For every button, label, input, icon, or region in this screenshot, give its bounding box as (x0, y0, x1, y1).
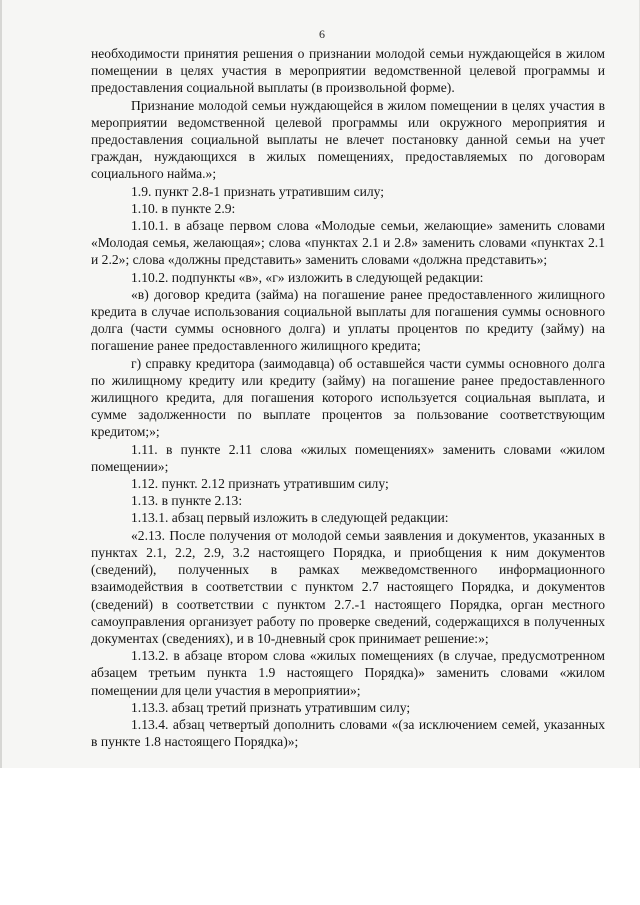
paragraph-item-1-13: 1.13. в пункте 2.13: (131, 493, 243, 509)
blank-area (0, 768, 640, 905)
paragraph-recognition-note: Признание молодой семьи нуждающейся в жилом помещении в целях участия в мероприятии ведомственной целевой программы или окружного мероприятия и предоставления социальной выплаты не влечет постановку данной семьи на учет граждан, нуждающихся в жилых помещениях, предоставляемых по договорам социального найма.»; (91, 97, 605, 182)
paragraph-item-1-10-2: 1.10.2. подпункты «в», «г» изложить в следующей редакции: (131, 269, 484, 285)
paragraph-item-1-10-1: 1.10.1. в абзаце первом слова «Молодые семьи, желающие» заменить словами «Молодая семья, желающая»; слова «пунктах 2.1 и 2.8» заменить словами «пунктах 2.1 и 2.2»; слова «должны представить» заменить словами «должна представить»; (91, 218, 605, 268)
paragraph-item-1-13-2: 1.13.2. в абзаце втором слова «жилых помещениях (в случае, предусмотренном абзацем третьим пункта 1.9 настоящего Порядка)» заменить словами «жилом помещении для цели участия в мероприятии»; (91, 648, 605, 698)
paragraph-subitem-v: «в) договор кредита (займа) на погашение ранее предоставленного жилищного кредита в случае использования социальной выплаты для погашения суммы основного долга (части суммы основного долга) и уплаты процентов по кредиту (займу) на погашение ранее предоставленного жилищного кредита; (91, 286, 605, 354)
paragraph-item-1-13-4: 1.13.4. абзац четвертый дополнить словами «(за исключением семей, указанных в пункте 1.8 настоящего Порядка)»; (91, 716, 605, 750)
paragraph-item-1-13-3: 1.13.3. абзац третий признать утратившим силу; (131, 699, 411, 715)
paragraph-item-1-12: 1.12. пункт. 2.12 признать утратившим силу; (131, 476, 389, 492)
paragraph-item-1-9: 1.9. пункт 2.8-1 признать утратившим силу; (131, 183, 385, 199)
paragraph-item-1-13-1: 1.13.1. абзац первый изложить в следующей редакции: (131, 510, 449, 526)
paragraph-item-1-10: 1.10. в пункте 2.9: (131, 200, 236, 216)
page-number: 6 (319, 27, 325, 41)
paragraph-continuation: необходимости принятия решения о признании молодой семьи нуждающейся в жилом помещении в целях участия в мероприятии ведомственной целевой программы и предоставления социальной выплаты (в произвольной форме). (91, 46, 605, 96)
document-body (91, 45, 605, 750)
paragraph-item-1-11: 1.11. в пункте 2.11 слова «жилых помещениях» заменить словами «жилом помещении»; (91, 441, 605, 474)
paragraph-item-2-13-text: «2.13. После получения от молодой семьи заявления и документов, указанных в пунктах 2.1, 2.2, 2.9, 3.2 настоящего Порядка, и приобщения к ним документов (сведений), полученных в рамках межведомственного информационного взаимодействия в соответствии с пунктом 2.7 настоящего Порядка, и документов (сведений) в соответствии с пунктом 2.7.-1 настоящего Порядка, орган местного самоуправления организует работу по проверке сведений, содержащихся в полученных документах (сведениях), и в 10-дневный срок принимает решение:»; (91, 527, 605, 646)
paragraph-subitem-g: г) справку кредитора (заимодавца) об оставшейся части суммы основного долга по жилищному кредиту или кредиту (займу) на погашение ранее предоставленного жилищного кредита, для погашения которого используется социальная выплата, и сумме задолженности по выплате процентов за пользование соответствующим кредитом;»; (91, 355, 605, 440)
